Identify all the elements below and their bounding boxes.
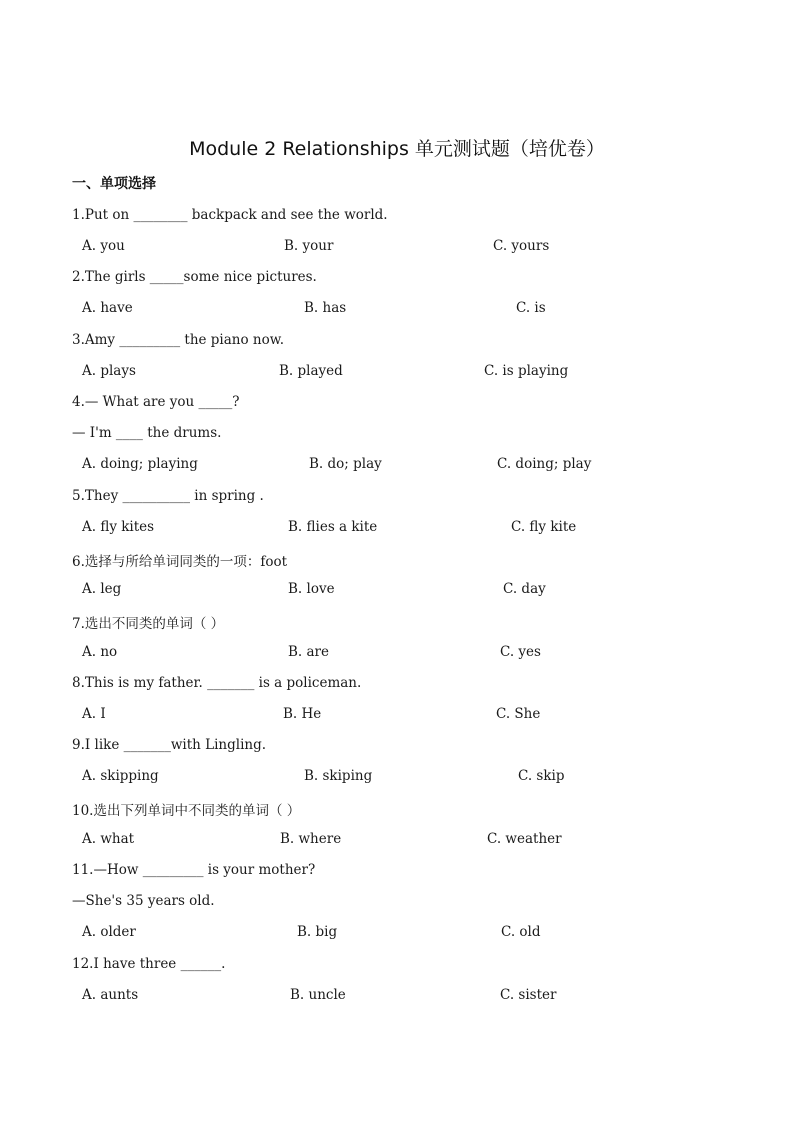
question-5-option-c: C. fly kite (511, 519, 577, 535)
question-8-option-a: A. I (82, 706, 106, 722)
question-3-text: 3.Amy _________ the piano now. (72, 332, 284, 348)
question-5-option-b: B. flies a kite (288, 519, 378, 535)
question-8-option-c: C. She (496, 706, 541, 722)
question-7-text: 7.选出不同类的单词（ ） (72, 616, 225, 632)
question-6-text: 6.选择与所给单词同类的一项：foot (72, 554, 288, 570)
question-3-option-b: B. played (279, 363, 343, 379)
question-4-text-line-2: — I'm ____ the drums. (72, 425, 222, 441)
question-2-option-a: A. have (82, 300, 133, 316)
question-9-text: 9.I like _______with Lingling. (72, 737, 267, 753)
question-10-option-a: A. what (82, 831, 135, 847)
question-5-text: 5.They __________ in spring . (72, 488, 264, 504)
question-11-option-b: B. big (297, 924, 338, 940)
section-heading: 一、单项选择 (72, 176, 156, 192)
question-2-text: 2.The girls _____some nice pictures. (72, 269, 317, 285)
question-10-option-c: C. weather (487, 831, 562, 847)
question-1-option-b: B. your (284, 238, 334, 254)
question-7-option-b: B. are (288, 644, 329, 660)
question-12-option-a: A. aunts (82, 987, 139, 1003)
question-11-option-a: A. older (82, 924, 136, 940)
question-6-option-b: B. love (288, 581, 335, 597)
question-6-option-c: C. day (503, 581, 546, 597)
question-12-text: 12.I have three ______. (72, 956, 226, 972)
question-4-text: 4.— What are you _____? (72, 394, 240, 410)
question-10-text: 10.选出下列单词中不同类的单词（ ） (72, 803, 301, 819)
question-7-option-a: A. no (82, 644, 118, 660)
question-10-option-b: B. where (280, 831, 342, 847)
question-4-option-c: C. doing; play (497, 456, 592, 472)
question-11-text-line-2: —She's 35 years old. (72, 893, 215, 909)
question-8-text: 8.This is my father. _______ is a policeman. (72, 675, 362, 691)
question-11-option-c: C. old (501, 924, 541, 940)
question-6-option-a: A. leg (82, 581, 122, 597)
question-2-option-c: C. is (516, 300, 546, 316)
question-12-option-b: B. uncle (290, 987, 346, 1003)
question-4-option-a: A. doing; playing (82, 456, 198, 472)
question-9-option-a: A. skipping (82, 768, 159, 784)
question-7-option-c: C. yes (500, 644, 541, 660)
question-3-option-a: A. plays (82, 363, 136, 379)
question-1-option-a: A. you (82, 238, 125, 254)
question-9-option-b: B. skiping (304, 768, 373, 784)
question-2-option-b: B. has (304, 300, 347, 316)
question-3-option-c: C. is playing (484, 363, 569, 379)
question-4-option-b: B. do; play (309, 456, 382, 472)
question-11-text: 11.—How _________ is your mother? (72, 862, 316, 878)
question-8-option-b: B. He (283, 706, 322, 722)
question-9-option-c: C. skip (518, 768, 565, 784)
question-1-option-c: C. yours (493, 238, 550, 254)
question-5-option-a: A. fly kites (82, 519, 155, 535)
question-1-text: 1.Put on ________ backpack and see the world. (72, 207, 388, 223)
page-title: Module 2 Relationships 单元测试题（培优卷） (189, 138, 605, 160)
question-12-option-c: C. sister (500, 987, 557, 1003)
